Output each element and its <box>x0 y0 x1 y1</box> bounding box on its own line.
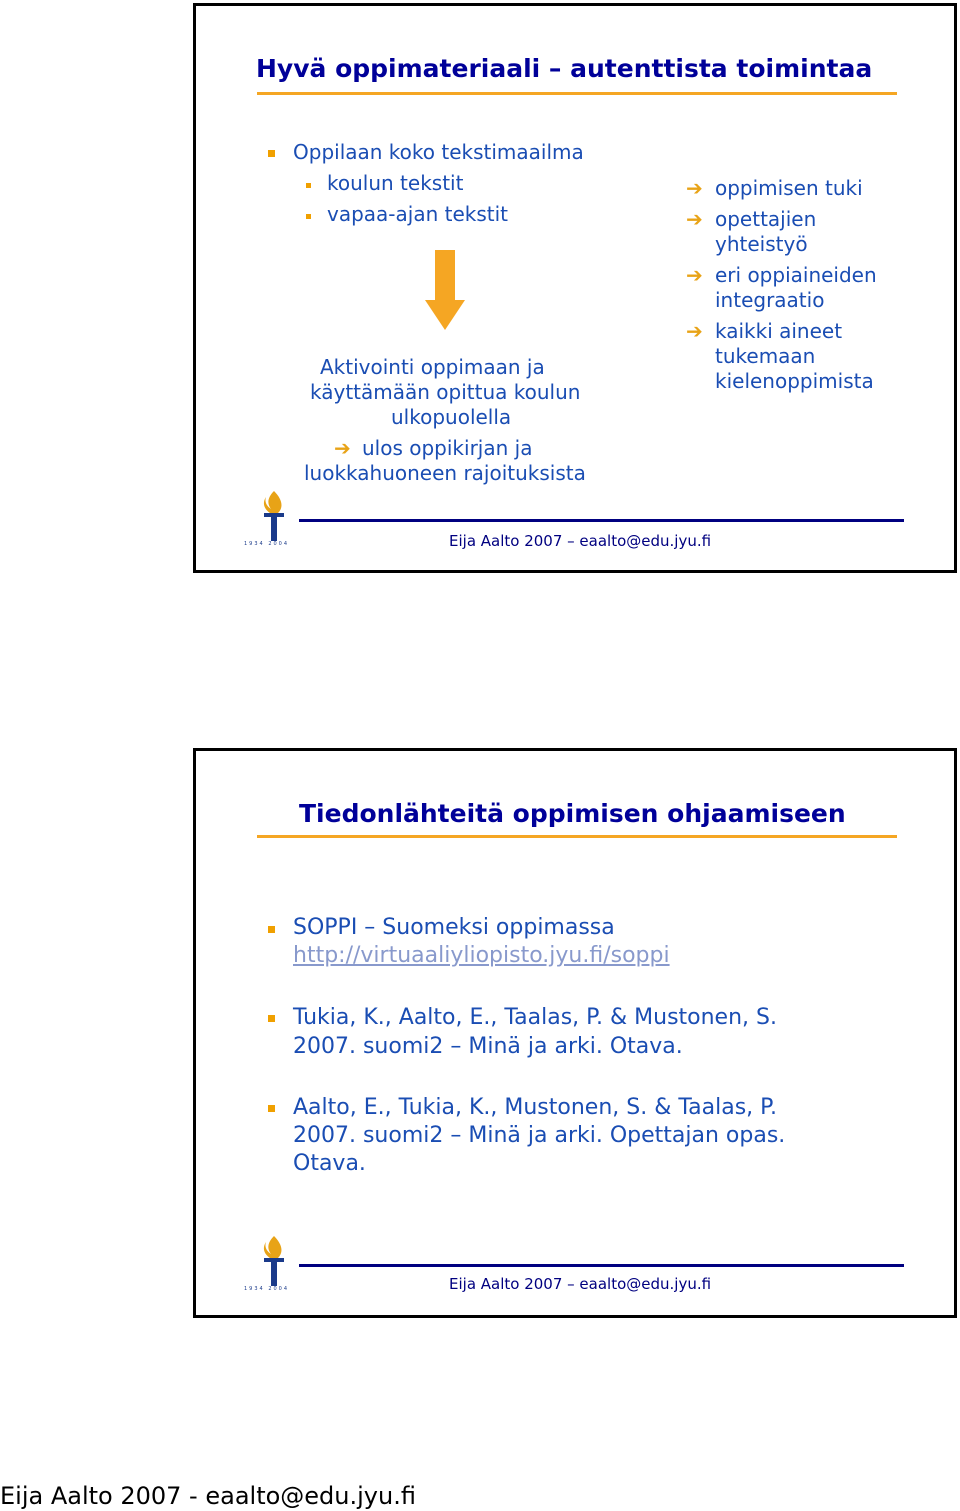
main-bullet-text: Oppilaan koko tekstimaailma <box>293 140 584 164</box>
right-item-line: kielenoppimista <box>715 369 874 393</box>
sub-bullet-text: vapaa-ajan tekstit <box>327 202 509 226</box>
arrow-right-icon: ➔ <box>686 176 703 200</box>
page-footer: Eija Aalto 2007 - eaalto@edu.jyu.fi <box>0 1482 416 1510</box>
bullet-icon <box>268 926 275 933</box>
university-logo-icon <box>244 1234 304 1294</box>
slide-2 <box>193 748 957 1318</box>
source-line: 2007. suomi2 – Minä ja arki. Opettajan opas. <box>293 1123 786 1148</box>
arrow-right-icon: ➔ <box>686 207 703 231</box>
arrow-item-line: ulos oppikirjan ja <box>362 436 533 460</box>
source-line: Aalto, E., Tukia, K., Mustonen, S. & Taalas, P. <box>293 1095 777 1120</box>
arrow-right-icon: ➔ <box>686 263 703 287</box>
right-item-line: kaikki aineet <box>715 319 843 343</box>
sub-bullet-icon <box>306 214 311 219</box>
bullet-icon <box>268 1015 275 1022</box>
activation-line: käyttämään opittua koulun <box>310 380 581 404</box>
slide-footer: Eija Aalto 2007 – eaalto@edu.jyu.fi <box>449 532 712 550</box>
title-underline <box>257 835 897 838</box>
source-line: Otava. <box>293 1151 366 1176</box>
right-item-line: tukemaan <box>715 344 816 368</box>
down-arrow-icon <box>425 250 465 332</box>
soppi-link[interactable]: http://virtuaaliyliopisto.jyu.fi/soppi <box>293 943 670 968</box>
bullet-icon <box>268 150 275 157</box>
university-logo-icon <box>244 489 304 549</box>
slide-footer: Eija Aalto 2007 – eaalto@edu.jyu.fi <box>449 1275 712 1293</box>
activation-line: ulkopuolella <box>391 405 512 429</box>
logo-years: 1934 2004 <box>244 1286 290 1292</box>
source-line: SOPPI – Suomeksi oppimassa <box>293 915 615 940</box>
source-line: Tukia, K., Aalto, E., Taalas, P. & Mustonen, S. <box>293 1005 777 1030</box>
arrow-right-icon: ➔ <box>686 319 703 343</box>
bullet-icon <box>268 1105 275 1112</box>
slide-title: Tiedonlähteitä oppimisen ohjaamiseen <box>299 799 846 828</box>
slide-title: Hyvä oppimateriaali – autenttista toimintaa <box>256 54 873 83</box>
logo-years: 1934 2004 <box>244 541 290 547</box>
right-item-line: opettajien <box>715 207 817 231</box>
right-item-line: integraatio <box>715 288 825 312</box>
arrow-right-icon: ➔ <box>334 436 351 460</box>
footer-rule <box>299 1264 904 1267</box>
source-line: 2007. suomi2 – Minä ja arki. Otava. <box>293 1034 683 1059</box>
sub-bullet-icon <box>306 183 311 188</box>
right-item-line: yhteistyö <box>715 232 808 256</box>
footer-rule <box>299 519 904 522</box>
right-item-line: eri oppiaineiden <box>715 263 877 287</box>
title-underline <box>257 92 897 95</box>
activation-line: Aktivointi oppimaan ja <box>320 355 545 379</box>
arrow-item-line: luokkahuoneen rajoituksista <box>304 461 586 485</box>
slide-1 <box>193 3 957 573</box>
sub-bullet-text: koulun tekstit <box>327 171 464 195</box>
right-item-line: oppimisen tuki <box>715 176 863 200</box>
